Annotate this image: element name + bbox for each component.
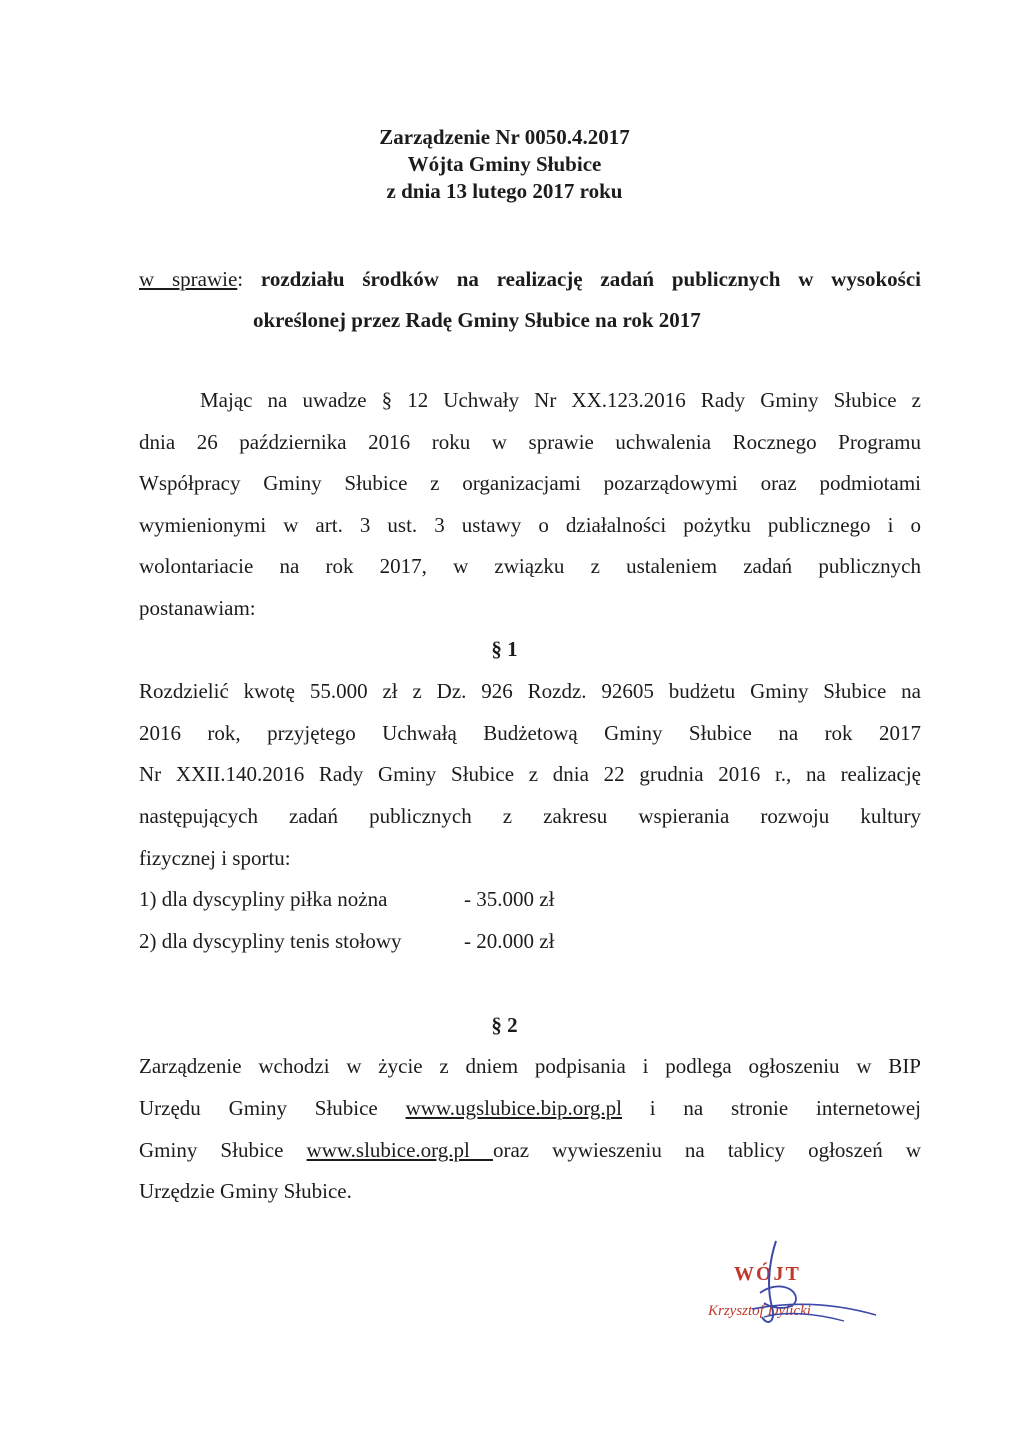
- preamble-line: wolontariacie na rok 2017, w związku z ustaleniem zadań publicznych: [139, 554, 921, 578]
- section-1-line: Rozdzielić kwotę 55.000 zł z Dz. 926 Rozdz. 92605 budżetu Gminy Słubice na: [139, 679, 921, 703]
- allocation-item-amount: - 35.000 zł: [464, 887, 555, 911]
- section-2-text: Gminy Słubice: [139, 1138, 307, 1162]
- order-number-title: Zarządzenie Nr 0050.4.2017: [379, 125, 630, 149]
- subject-label: w sprawie: [139, 267, 238, 291]
- bip-link[interactable]: www.ugslubice.bip.org.pl: [405, 1096, 622, 1120]
- section-2-line: Zarządzenie wchodzi w życie z dniem podpisania i podlega ogłoszeniu w BIP: [139, 1054, 921, 1078]
- date-title: z dnia 13 lutego 2017 roku: [386, 179, 623, 203]
- section-2-text: i na stronie internetowej: [621, 1096, 921, 1120]
- allocation-item-label: 2) dla dyscypliny tenis stołowy: [139, 929, 402, 953]
- section-1-line: fizycznej i sportu:: [139, 846, 291, 870]
- issuer-title: Wójta Gminy Słubice: [407, 152, 602, 176]
- preamble-line: dnia 26 października 2016 roku w sprawie uchwalenia Rocznego Programu: [139, 430, 921, 454]
- section-2-line: [139, 1095, 921, 1121]
- handwritten-signature: [704, 1237, 884, 1337]
- preamble-line: wymienionymi w art. 3 ust. 3 ustawy o działalności pożytku publicznego i o: [139, 513, 921, 537]
- section-2-heading: § 2: [491, 1013, 518, 1037]
- preamble-line: Współpracy Gminy Słubice z organizacjami pozarządowymi oraz podmiotami: [139, 471, 921, 495]
- preamble-line: Mając na uwadze § 12 Uchwały Nr XX.123.2016 Rady Gminy Słubice z: [200, 388, 921, 412]
- section-2-text: Urzędu Gminy Słubice: [139, 1096, 406, 1120]
- section-1-line: 2016 rok, przyjętego Uchwałą Budżetową Gminy Słubice na rok 2017: [139, 721, 921, 745]
- section-1-heading: § 1: [491, 637, 518, 661]
- preamble-line: postanawiam:: [139, 596, 256, 620]
- stamp-name: Krzysztof Dylicki: [708, 1303, 811, 1319]
- subject-line-2: określonej przez Radę Gminy Słubice na rok 2017: [253, 308, 701, 332]
- section-2-line: Urzędzie Gminy Słubice.: [139, 1179, 352, 1203]
- website-link[interactable]: www.slubice.org.pl: [306, 1138, 493, 1162]
- allocation-item-label: 1) dla dyscypliny piłka nożna: [139, 887, 388, 911]
- allocation-item-amount: - 20.000 zł: [464, 929, 555, 953]
- subject-colon: :: [237, 267, 244, 291]
- signature-stamp: [704, 1237, 884, 1337]
- subject-line-1: [139, 266, 921, 292]
- section-1-line: Nr XXII.140.2016 Rady Gminy Słubice z dnia 22 grudnia 2016 r., na realizację: [139, 762, 921, 786]
- stamp-title: WÓJT: [734, 1263, 801, 1285]
- section-2-line: [139, 1137, 921, 1163]
- section-1-line: następujących zadań publicznych z zakresu wspierania rozwoju kultury: [139, 804, 921, 828]
- subject-text-1: rozdziału środków na realizację zadań publicznych w wysokości: [243, 267, 922, 291]
- section-2-text: oraz wywieszeniu na tablicy ogłoszeń w: [492, 1138, 921, 1162]
